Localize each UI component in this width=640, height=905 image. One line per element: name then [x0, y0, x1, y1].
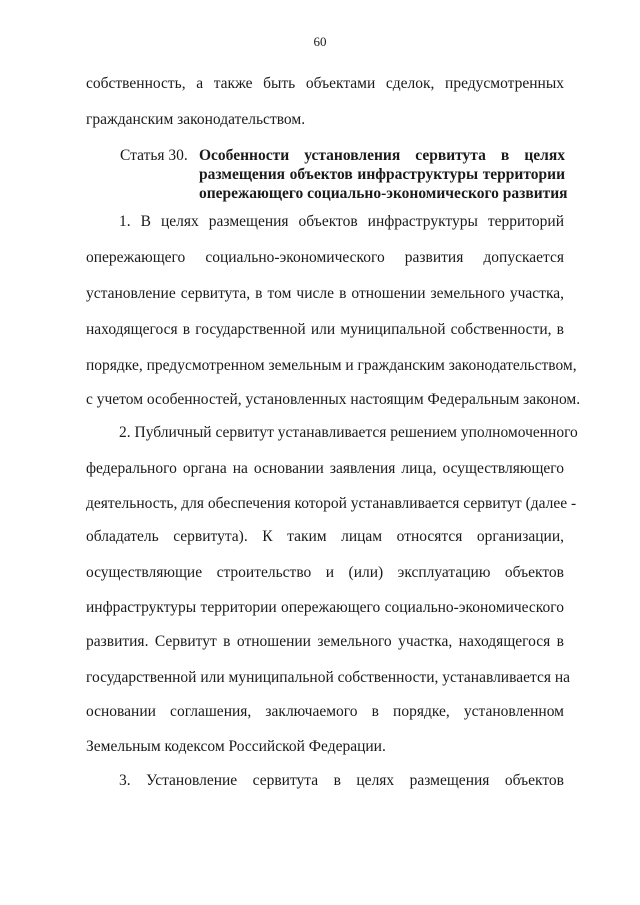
page-number: 60 [313, 34, 327, 49]
text-line: развития. Сервитут в отношении земельного участка, находящегося в [86, 633, 564, 650]
text-line: собственность, а также быть объектами сделок, предусмотренных [86, 75, 564, 92]
text-line: 3. Установление сервитута в целях размещения объектов [119, 772, 564, 789]
text-line: инфраструктуры территории опережающего социально-экономического [86, 599, 564, 616]
text-line: государственной или муниципальной собственности, устанавливается на [86, 669, 570, 686]
article-title-line: опережающего социально-экономического развития [199, 185, 568, 202]
text-line: осуществляющие строительство и (или) эксплуатацию объектов [86, 564, 564, 581]
article-title-line: Особенности установления сервитута в целях [199, 147, 565, 164]
text-line: находящегося в государственной или муниципальной собственности, в [86, 321, 564, 338]
text-line: основании соглашения, заключаемого в порядке, установленном [86, 703, 564, 720]
text-line: обладатель сервитута). К таким лицам относятся организации, [86, 528, 564, 545]
text-line: опережающего социально-экономического развития допускается [86, 249, 564, 266]
text-line: Земельным кодексом Российской Федерации. [86, 738, 386, 755]
text-line: с учетом особенностей, установленных настоящим Федеральным законом. [86, 391, 581, 408]
article-title [199, 146, 568, 203]
text-line: 1. В целях размещения объектов инфраструктуры территорий [119, 213, 564, 230]
text-line: деятельность, для обеспечения которой устанавливается сервитут (далее - [86, 495, 577, 512]
text-line: установление сервитута, в том числе в отношении земельного участка, [86, 285, 564, 302]
text-line: 2. Публичный сервитут устанавливается решением уполномоченного [119, 424, 578, 441]
text-line: федерального органа на основании заявления лица, осуществляющего [86, 460, 564, 477]
text-line: гражданским законодательством. [86, 111, 306, 128]
article-title-line: размещения объектов инфраструктуры территории [199, 166, 565, 183]
text-line: порядке, предусмотренном земельным и гражданским законодательством, [86, 357, 577, 374]
article-number: Статья 30. [120, 147, 188, 164]
